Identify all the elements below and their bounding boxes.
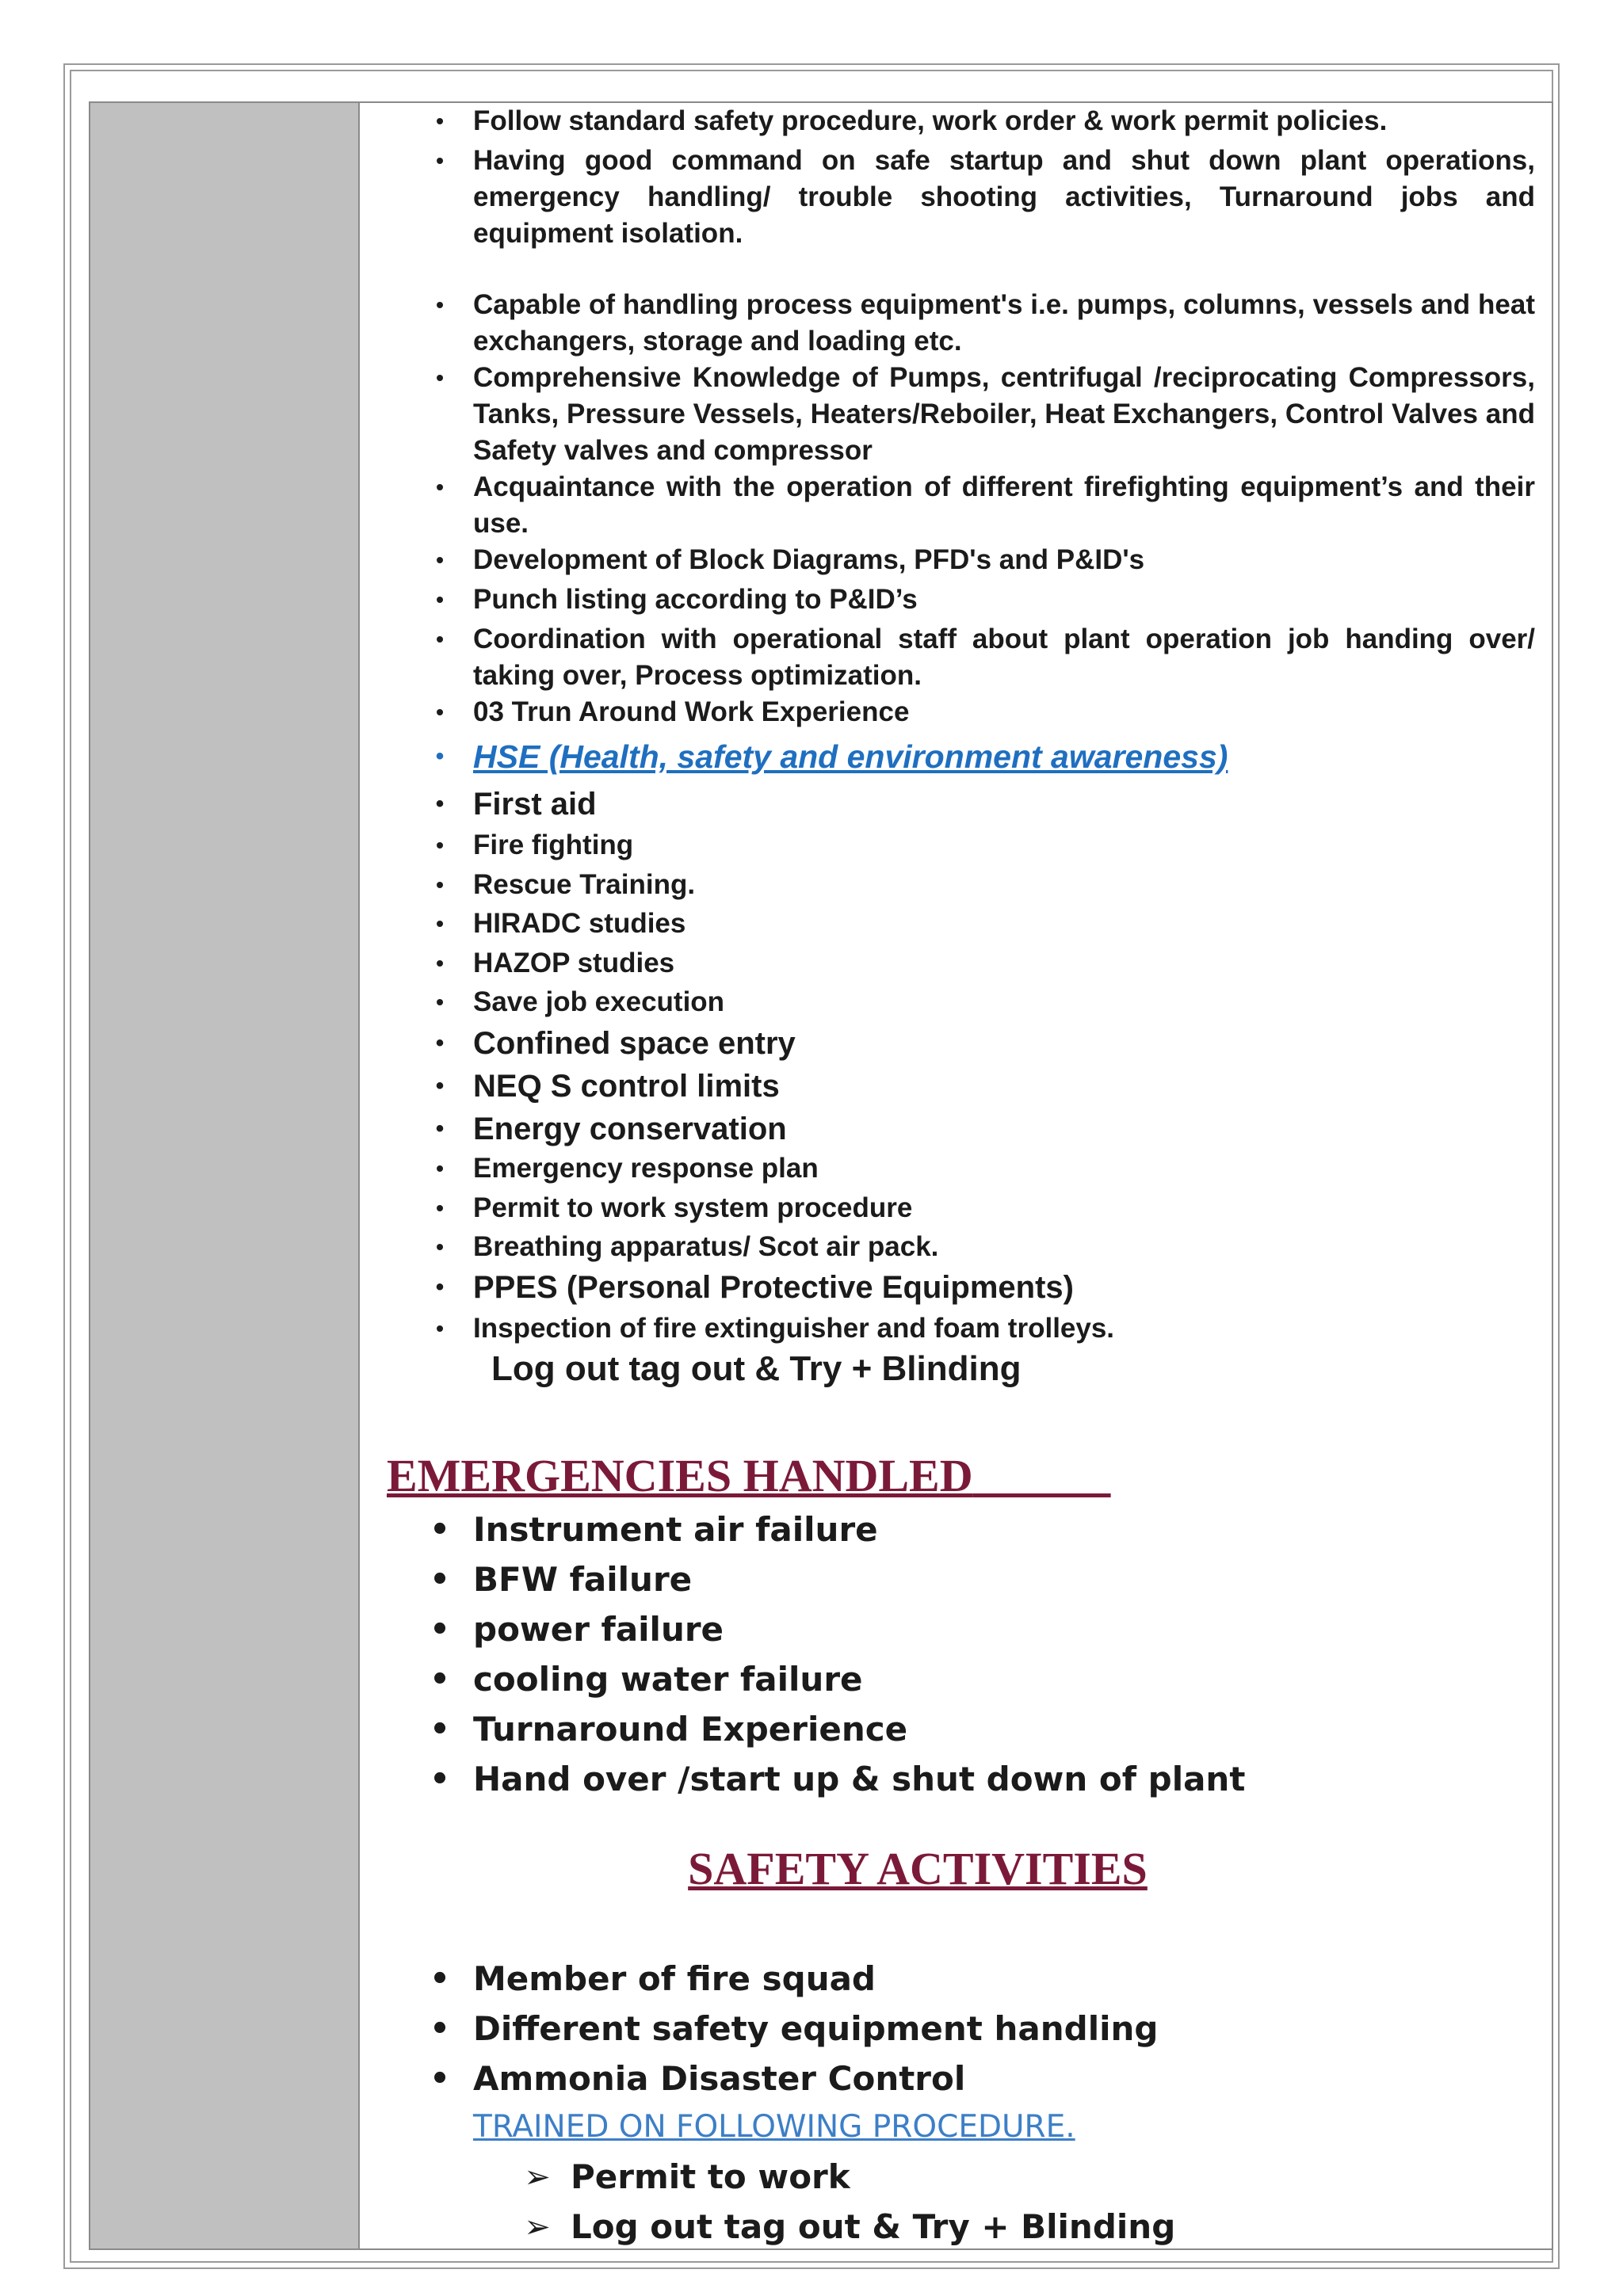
bullet-icon: • [436,833,444,857]
list-item: • Follow standard safety procedure, work order & work permit policies. [473,103,1535,139]
bullet-icon: • [435,1116,445,1142]
bullet-icon: • [436,547,444,572]
list-item: • Punch listing according to P&ID’s [473,582,1535,618]
bullet-icon: • [436,990,444,1014]
list-item: • Save job execution [473,984,1535,1020]
bullet-icon: • [430,1611,450,1648]
list-item: • Having good command on safe startup and shut down plant operations, emergency handling/ trouble shooting activities, Turnaround jobs and equipment isolation. [473,143,1535,252]
list-item: • Capable of handling process equipment's i.e. pumps, columns, vessels and heat exchangers, storage and loading etc. [473,287,1535,360]
bullet-icon: • [435,791,445,817]
bullet-icon: • [430,1562,450,1598]
bullet-icon: • [435,1073,445,1099]
list-item: • Fire fighting [473,827,1535,864]
list-item: • Development of Block Diagrams, PFD's and P&ID's [473,542,1535,578]
list-item: • Permit to work system procedure [473,1190,1535,1226]
hse-heading: • HSE (Health, safety and environment awareness) [473,737,1535,776]
bullet-icon: • [436,911,444,936]
list-item: • NEQ S control limits [473,1066,1535,1106]
bullet-icon: • [435,1274,445,1300]
bullet-icon: • [436,700,444,724]
list-item: • Member of fire squad [473,1958,1535,2000]
list-item: • PPES (Personal Protective Equipments) [473,1268,1535,1307]
bullet-icon: • [436,587,444,612]
bullet-icon: • [430,2061,450,2097]
list-item: • Hand over /start up & shut down of plant [473,1759,1535,1800]
list-item: • Rescue Training. [473,867,1535,903]
list-item: • power failure [473,1609,1535,1650]
hse-trailing-line: Log out tag out & Try + Blinding [491,1349,1022,1388]
bullet-icon: • [430,1512,450,1548]
bullet-icon: • [436,1196,444,1220]
bullet-icon: • [435,743,445,769]
arrow-bullet-icon: ➢ [524,2209,551,2245]
bullet-icon: • [436,1316,444,1341]
list-item: • Different safety equipment handling [473,2008,1535,2050]
list-item: • BFW failure [473,1559,1535,1600]
list-item: • Ammonia Disaster Control [473,2058,1535,2100]
bullet-icon: • [436,1156,444,1180]
bullet-icon: • [436,148,444,173]
list-item: • 03 Trun Around Work Experience [473,694,1535,730]
list-item: • Acquaintance with the operation of different firefighting equipment’s and their use. [473,469,1535,542]
list-item: • Energy conservation [473,1109,1535,1149]
list-item: • HIRADC studies [473,906,1535,942]
list-item: • Instrument air failure [473,1509,1535,1550]
bullet-icon: • [430,1961,450,1997]
list-item: • Coordination with operational staff about plant operation job handing over/ taking over, Process optimization. [473,621,1535,694]
procedure-item: ➢ Permit to work [571,2157,850,2198]
bullet-icon: • [430,2011,450,2047]
safety-heading: SAFETY ACTIVITIES [688,1843,1148,1894]
list-item: • cooling water failure [473,1659,1535,1700]
bullet-icon: • [436,627,444,651]
bullet-icon: • [430,1711,450,1748]
bullet-icon: • [436,951,444,975]
bullet-icon: • [430,1761,450,1798]
bullet-icon: • [435,1030,445,1056]
bullet-icon: • [436,109,444,133]
list-item: • Emergency response plan [473,1150,1535,1187]
list-item: • HAZOP studies [473,945,1535,982]
list-item: • First aid [473,784,1535,824]
bullet-icon: • [436,872,444,897]
emergencies-heading: EMERGENCIES HANDLED [387,1450,973,1501]
list-item: • Comprehensive Knowledge of Pumps, centrifugal /reciprocating Compressors, Tanks, Pressure Vessels, Heaters/Reboiler, Heat Exchangers, Control Valves and Safety valves and compressor [473,360,1535,469]
list-item: • Confined space entry [473,1024,1535,1063]
bullet-icon: • [430,1661,450,1698]
bullet-icon: • [436,365,444,390]
list-item: • Breathing apparatus/ Scot air pack. [473,1229,1535,1265]
trained-heading: TRAINED ON FOLLOWING PROCEDURE. [473,2109,1075,2145]
list-item: • Turnaround Experience [473,1709,1535,1750]
bullet-icon: • [436,1234,444,1259]
procedure-item: ➢ Log out tag out & Try + Blinding [571,2206,1175,2248]
bullet-icon: • [436,475,444,499]
arrow-bullet-icon: ➢ [524,2159,551,2195]
bullet-icon: • [436,292,444,317]
list-item: • Inspection of fire extinguisher and foam trolleys. [473,1310,1535,1347]
